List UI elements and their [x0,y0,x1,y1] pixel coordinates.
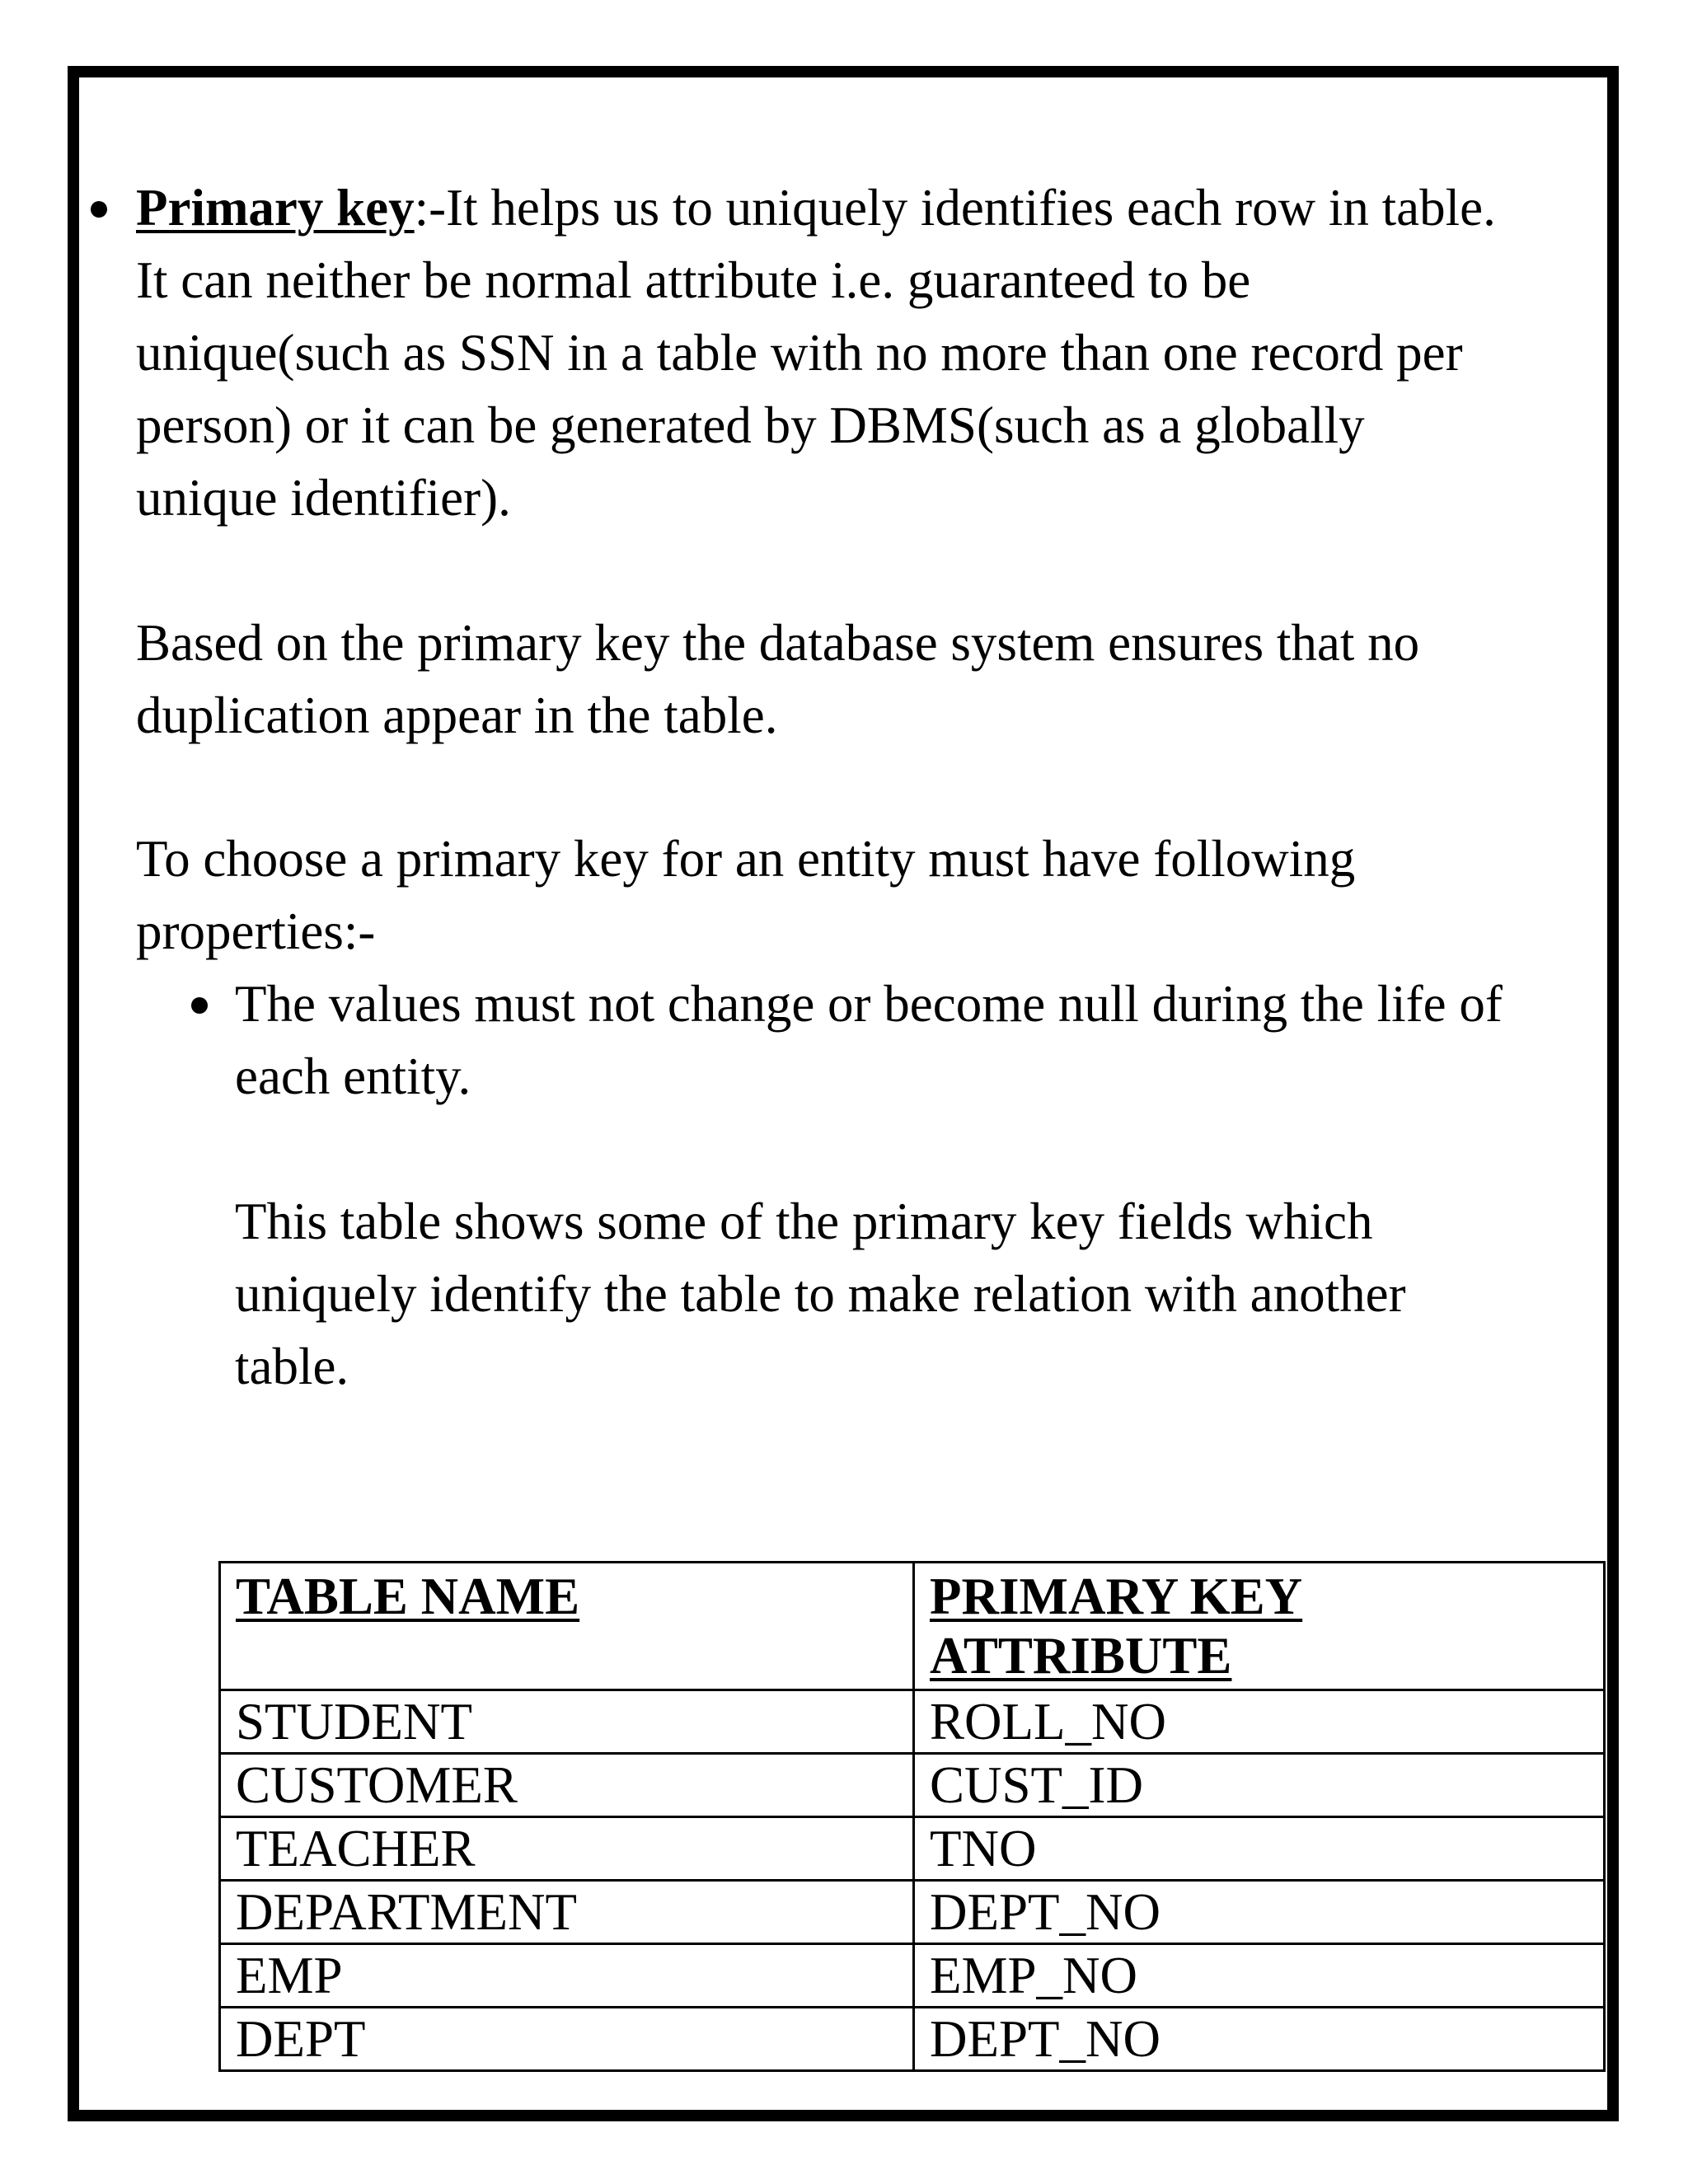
table-row [220,1944,1605,2008]
table-header-cell [914,1563,1605,1690]
definition-line-1 [136,171,1496,244]
definition-line-3: unique(such as SSN in a table with no more than one record per [136,324,1463,382]
primary-key-cell: TNO [914,1817,1605,1881]
table-row [220,1817,1605,1881]
table-header-row [220,1563,1605,1690]
paragraph-3-line-1: To choose a primary key for an entity must have following [136,830,1356,888]
primary-key-cell: EMP_NO [914,1944,1605,2008]
table-name-cell: STUDENT [220,1690,914,1754]
definition-line-2: It can neither be normal attribute i.e. guaranteed to be [136,251,1251,309]
primary-key-cell: DEPT_NO [914,2008,1605,2071]
table-row [220,1690,1605,1754]
paragraph-2-line-1: Based on the primary key the database system ensures that no [136,614,1420,672]
table-header-cell [220,1563,914,1690]
table-intro-line-3: table. [235,1338,349,1395]
table-name-cell: CUSTOMER [220,1754,914,1817]
paragraph-3-line-2: properties:- [136,902,376,960]
primary-key-term: Primary key [136,179,415,237]
property-line-2: each entity. [235,1047,471,1105]
primary-key-attribute-header: PRIMARY KEY ATTRIBUTE [930,1568,1303,1685]
table-row [220,1881,1605,1944]
paragraph-2-line-2: duplication appear in the table. [136,687,778,744]
table-row [220,2008,1605,2071]
table-row [220,1754,1605,1817]
bullet-icon [191,997,208,1014]
bullet-icon [91,201,107,218]
table-name-cell: EMP [220,1944,914,2008]
property-line-1: The values must not change or become null during the life of [235,975,1503,1033]
primary-key-cell: DEPT_NO [914,1881,1605,1944]
table-name-cell: TEACHER [220,1817,914,1881]
definition-text: :-It helps us to uniquely identifies each row in table. [414,179,1496,237]
primary-key-cell: CUST_ID [914,1754,1605,1817]
table-name-cell: DEPT [220,2008,914,2071]
table-intro-line-2: uniquely identify the table to make relation with another [235,1265,1406,1323]
primary-key-cell: ROLL_NO [914,1690,1605,1754]
definition-line-5: unique identifier). [136,469,511,527]
table-name-header: TABLE NAME [236,1568,580,1625]
primary-key-table [218,1561,1606,2072]
table-name-cell: DEPARTMENT [220,1881,914,1944]
table-intro-line-1: This table shows some of the primary key fields which [235,1193,1373,1250]
definition-line-4: person) or it can be generated by DBMS(such as a globally [136,396,1365,454]
